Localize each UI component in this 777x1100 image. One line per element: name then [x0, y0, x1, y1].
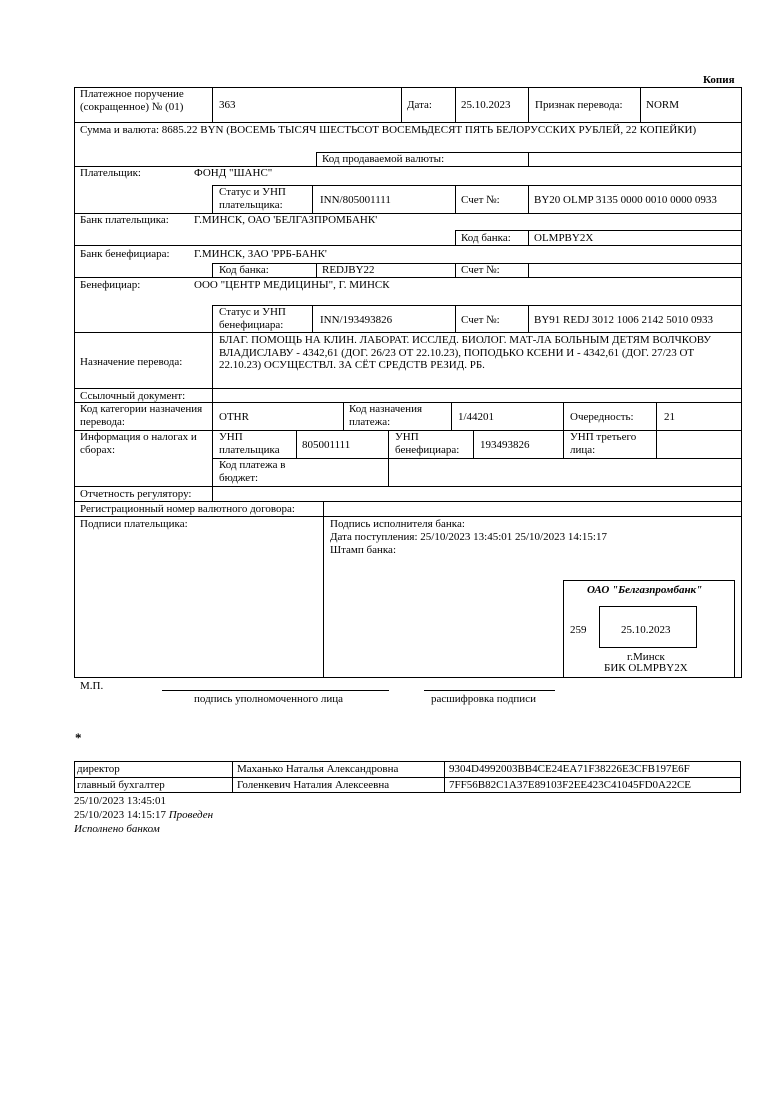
payer-status-unp: INN/805001111 — [320, 194, 391, 206]
beneficiary-bank-label: Банк бенефициара: — [80, 248, 170, 260]
log-line-1: 25/10/2023 13:45:01 — [74, 795, 166, 807]
authorized-signature-line — [162, 690, 389, 691]
category-value: OTHR — [219, 411, 249, 423]
transfer-sign: NORM — [646, 99, 680, 111]
asterisk-note: * — [75, 730, 82, 745]
log-line-2-time: 25/10/2023 14:15:17 — [74, 809, 166, 821]
priority: 21 — [664, 411, 675, 423]
payer-account-label: Счет №: — [461, 194, 500, 206]
taxes-label: Информация о налогах и сборах: — [80, 431, 197, 456]
payer-bank-label: Банк плательщика: — [80, 214, 169, 226]
mp-label: М.П. — [80, 680, 104, 692]
stamp-city: г.Минск — [627, 651, 665, 663]
order-date: 25.10.2023 — [461, 99, 511, 111]
payer-label: Плательщик: — [80, 167, 141, 179]
signer-name: Голенкевич Наталия Алексеевна — [237, 779, 390, 791]
currency-contract-label: Регистрационный номер валютного договора: — [80, 503, 295, 515]
beneficiary-bank-name: Г.МИНСК, ЗАО 'РРБ-БАНК' — [194, 248, 327, 260]
stamp-bank-name: ОАО "Белгазпромбанк" — [587, 584, 703, 596]
beneficiary-name: ООО "ЦЕНТР МЕДИЦИНЫ", Г. МИНСК — [194, 279, 390, 291]
beneficiary-bank-code-label: Код банка: — [219, 264, 269, 276]
budget-code-label: Код платежа в бюджет: — [219, 459, 286, 484]
signer-role: директор — [77, 763, 120, 775]
beneficiary-account-label: Счет №: — [461, 314, 500, 326]
beneficiary-label: Бенефициар: — [80, 279, 141, 291]
third-unp-label: УНП третьего лица: — [570, 431, 637, 456]
stamp-bik: БИК OLMPBY2X — [604, 662, 688, 674]
beneficiary-unp-label: УНП бенефициара: — [395, 431, 460, 456]
beneficiary-unp: 193493826 — [480, 439, 530, 451]
signer-role: главный бухгалтер — [77, 779, 165, 791]
payer-unp: 805001111 — [302, 439, 351, 451]
payer-signatures-label: Подписи плательщика: — [80, 518, 188, 530]
log-line-3: Исполнено банком — [74, 823, 160, 835]
beneficiary-status-unp-label: Статус и УНП бенефициара: — [219, 306, 286, 331]
log-line-2-status: Проведен — [168, 809, 214, 821]
signer-name: Маханько Наталья Александровна — [237, 763, 399, 775]
amount-text: Сумма и валюта: 8685.22 BYN (ВОСЕМЬ ТЫСЯЧ ШЕСТЬСОТ ВОСЕМЬДЕСЯТ ПЯТЬ БЕЛОРУССКИХ РУБЛЕЙ, 22 КОПЕЙКИ) — [80, 124, 697, 136]
category-label: Код категории назначения перевода: — [80, 403, 203, 428]
payer-bank-name: Г.МИНСК, ОАО 'БЕЛГАЗПРОМБАНК' — [194, 214, 378, 226]
copy-label: Копия — [703, 74, 735, 86]
order-date-label: Дата: — [407, 99, 432, 111]
payer-bank-code-label: Код банка: — [461, 232, 511, 244]
authorized-signature-label: подпись уполномоченного лица — [194, 693, 343, 705]
decode-signature-label: расшифровка подписи — [431, 693, 536, 705]
beneficiary-bank-code: REDJBY22 — [322, 264, 375, 276]
stamp-number: 259 — [570, 624, 587, 636]
beneficiary-bank-account-label: Счет №: — [461, 264, 500, 276]
stamp-date: 25.10.2023 — [621, 624, 671, 636]
priority-label: Очередность: — [570, 411, 634, 423]
beneficiary-status-unp: INN/193493826 — [320, 314, 393, 326]
payer-account: BY20 OLMP 3135 0000 0010 0000 0933 — [534, 194, 717, 206]
signer-hash: 9304D4992003BB4CE24EA71F38226E3CFB197E6F — [449, 763, 690, 775]
payer-unp-label: УНП плательщика — [219, 431, 280, 456]
order-number: 363 — [219, 99, 236, 111]
regulator-report-label: Отчетность регулятору: — [80, 488, 192, 500]
purpose-code: 1/44201 — [458, 411, 495, 423]
payer-status-unp-label: Статус и УНП плательщика: — [219, 186, 286, 211]
bank-executor-label: Подпись исполнителя банка: — [330, 518, 465, 530]
order-title-label: Платежное поручение (сокращенное) № (01) — [80, 88, 184, 113]
payer-bank-code: OLMPBY2X — [534, 232, 594, 244]
bank-stamp-label: Штамп банка: — [330, 544, 396, 556]
log-line-2 — [74, 809, 213, 822]
payer-name: ФОНД "ШАНС" — [194, 167, 273, 179]
beneficiary-account: BY91 REDJ 3012 1006 2142 5010 0933 — [534, 314, 714, 326]
receipt-date: Дата поступления: 25/10/2023 13:45:01 25/10/2023 14:15:17 — [330, 531, 607, 543]
signer-hash: 7FF56B82C1A37E89103F2EE423C41045FD0A22CE — [449, 779, 692, 791]
sold-currency-label: Код продаваемой валюты: — [322, 153, 445, 165]
purpose-text: БЛАГ. ПОМОЩЬ НА КЛИН. ЛАБОРАТ. ИССЛЕД. БИОЛОГ. МАТ-ЛА БОЛЬНЫМ ДЕТЯМ ВОЛЧКОВУ ВЛАДИСЛАВУ - 4342,61 (ДОГ. 26/23 ОТ 22.10.23), ПОПОДЬКО КСЕНИ И - 4342,61 (ДОГ. 27/23 ОТ 22.10.23) ОСУЩЕСТВЛ. ЗА СЁТ СРЕДСТВ РЕЗИД. РБ. — [219, 334, 712, 372]
purpose-label: Назначение перевода: — [80, 356, 183, 368]
purpose-code-label: Код назначения платежа: — [349, 403, 423, 428]
transfer-sign-label: Признак перевода: — [535, 99, 623, 111]
decode-signature-line — [424, 690, 555, 691]
reference-doc-label: Ссылочный документ: — [80, 390, 186, 402]
